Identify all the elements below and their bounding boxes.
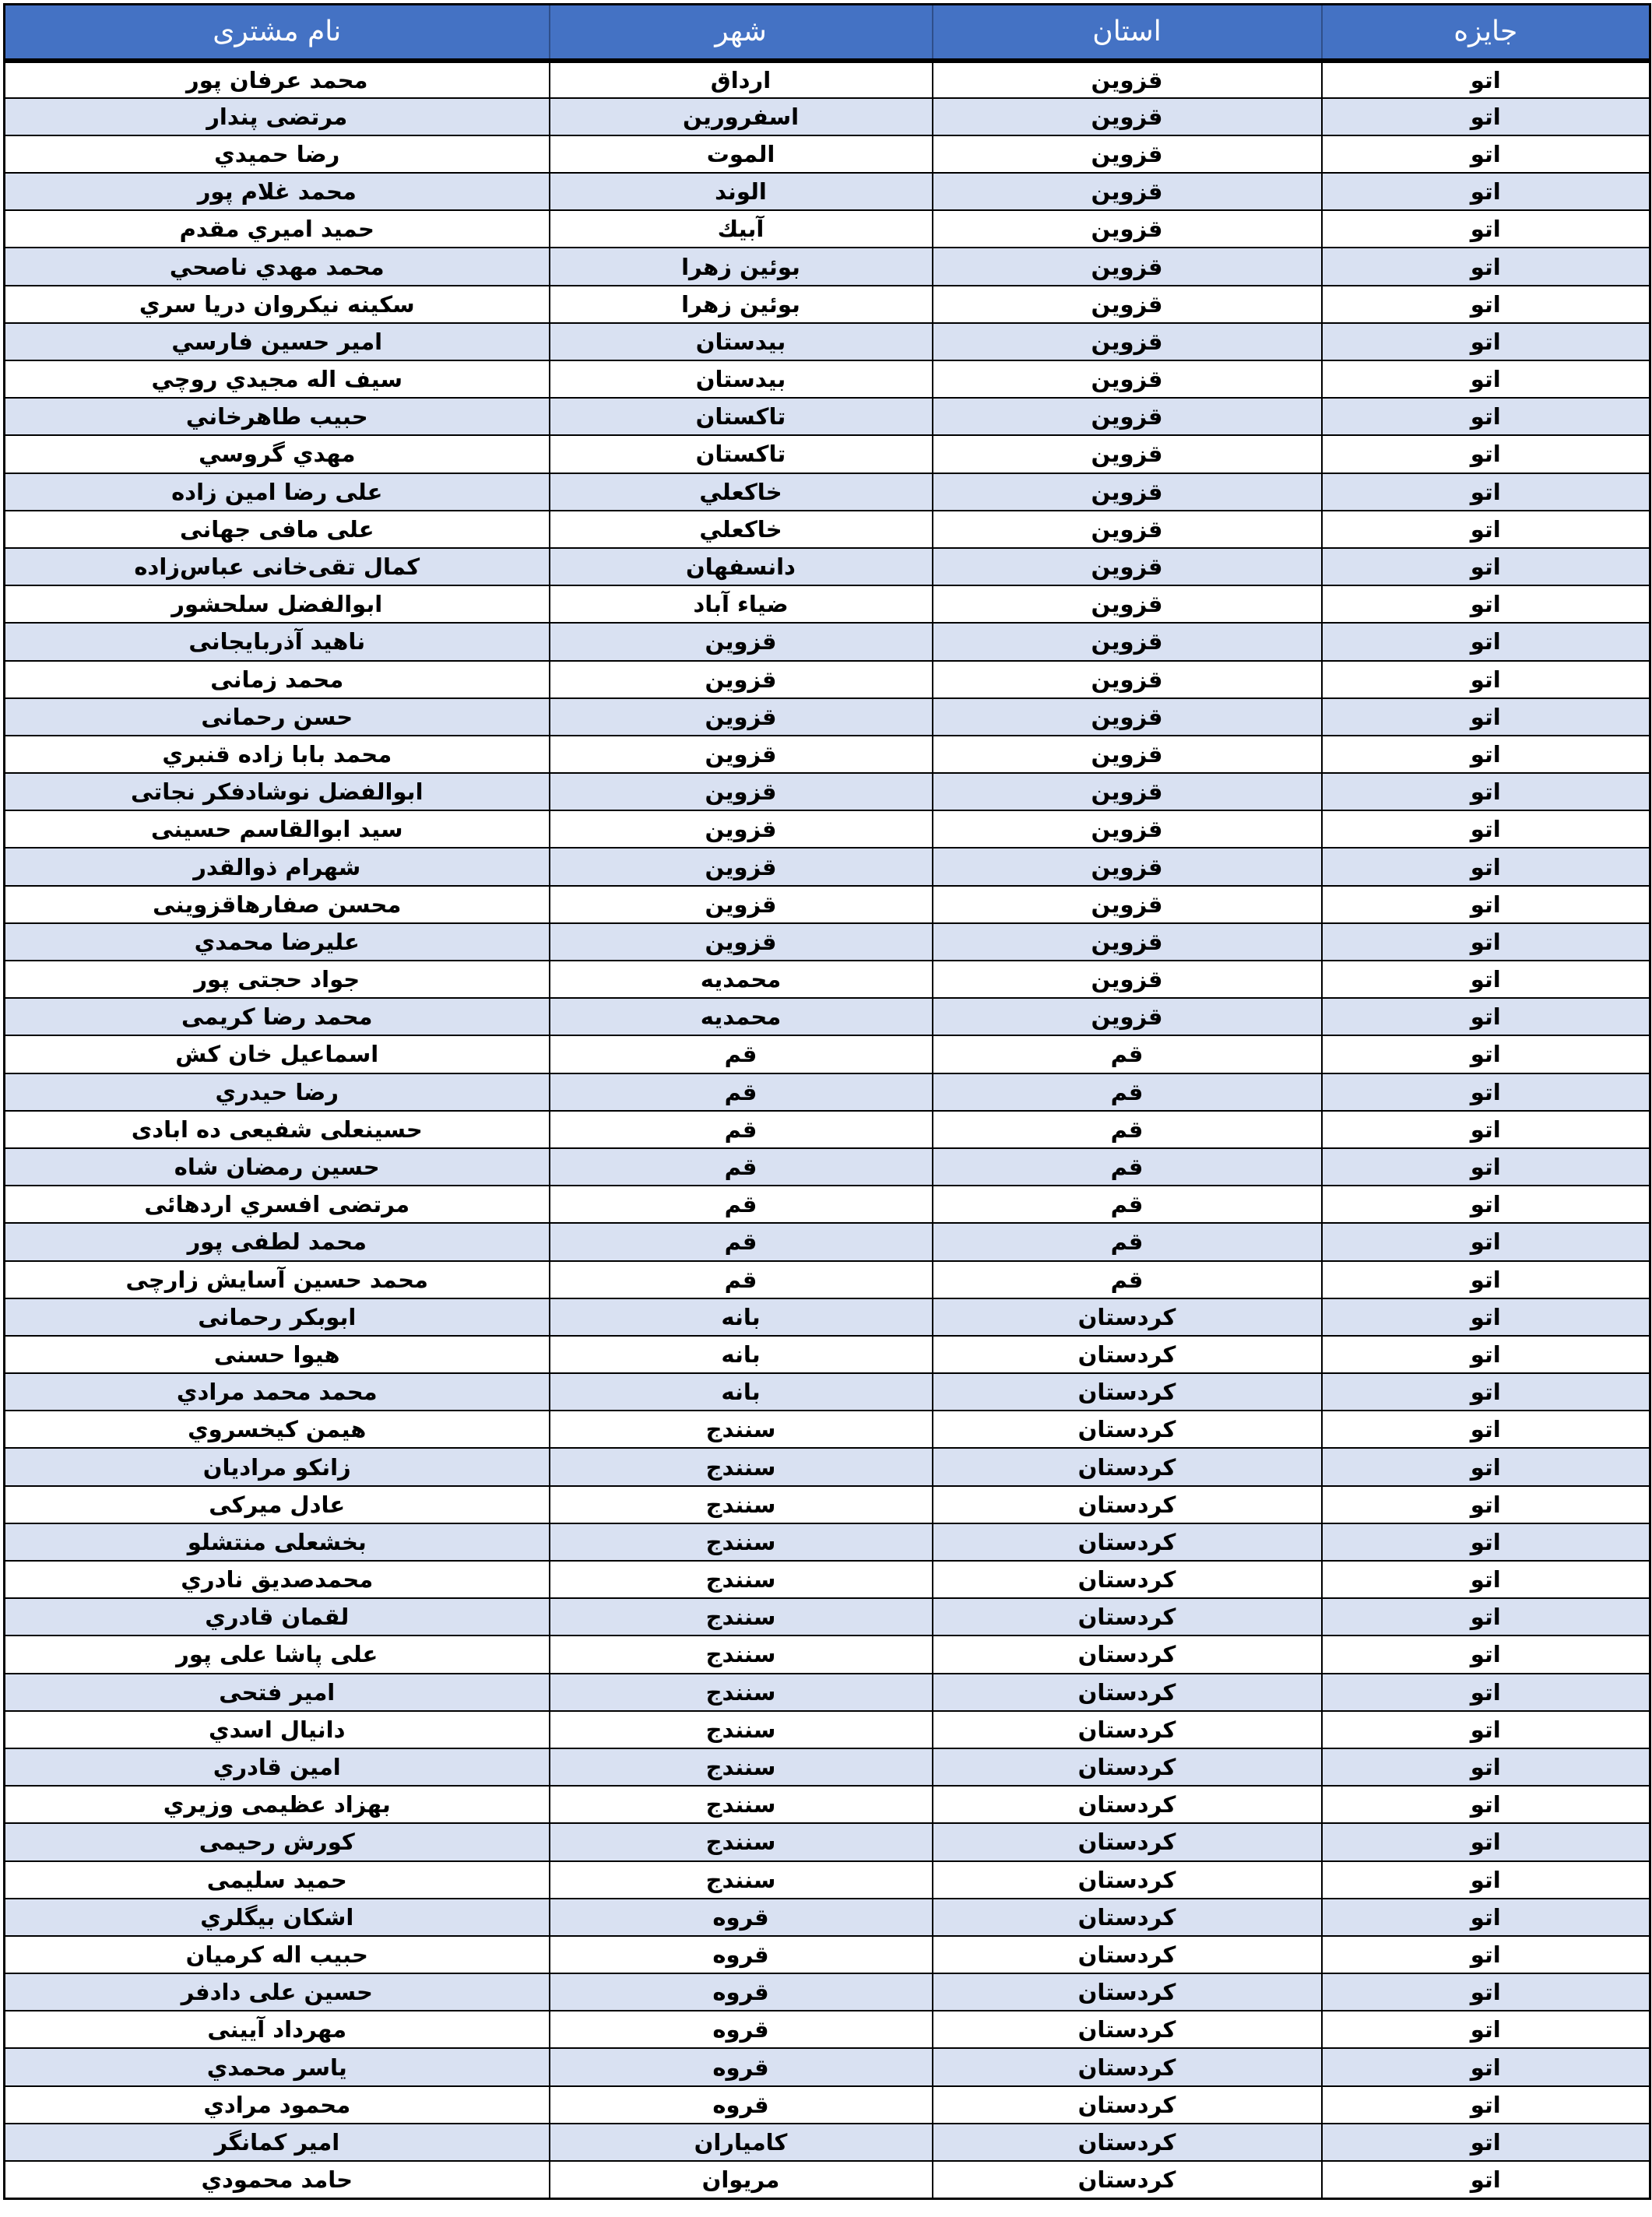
cell-city[interactable]: كامياران [550,2124,933,2161]
cell-province[interactable]: قزوين [933,923,1322,961]
table-row [5,1861,1650,1899]
cell-province[interactable]: كردستان [933,1674,1322,1711]
cell-city[interactable]: سنندج [550,1448,933,1485]
table-row [5,2086,1650,2124]
cell-city[interactable]: سنندج [550,1786,933,1823]
cell-name[interactable]: ياسر محمدي [5,2048,550,2085]
cell-province[interactable]: قزوين [933,286,1322,323]
cell-prize[interactable]: اتو [1322,1411,1650,1448]
table-row [5,1711,1650,1748]
cell-prize[interactable]: اتو [1322,1748,1650,1786]
cell-province[interactable]: قزوين [933,360,1322,398]
table-row [5,548,1650,585]
table-row [5,511,1650,548]
cell-city[interactable]: سنندج [550,1598,933,1636]
cell-province[interactable]: قزوين [933,61,1322,98]
cell-province[interactable]: كردستان [933,1711,1322,1748]
cell-prize[interactable]: اتو [1322,473,1650,511]
cell-prize[interactable]: اتو [1322,2048,1650,2085]
cell-name[interactable]: محمد زمانی [5,661,550,698]
cell-prize[interactable]: اتو [1322,135,1650,173]
cell-province[interactable]: قزوين [933,435,1322,473]
cell-name[interactable]: ابوالفضل نوشادفكر نجاتی [5,773,550,810]
cell-province[interactable]: كردستان [933,1786,1322,1823]
cell-name[interactable]: امير كمانگر [5,2124,550,2161]
cell-prize[interactable]: اتو [1322,848,1650,885]
cell-name[interactable]: سيف اله مجيدي روچي [5,360,550,398]
cell-name[interactable]: علی مافی جهانی [5,511,550,548]
cell-name[interactable]: علی پاشا علی پور [5,1636,550,1673]
table-row [5,698,1650,736]
cell-prize[interactable]: اتو [1322,1636,1650,1673]
cell-province[interactable]: قزوين [933,248,1322,285]
cell-province[interactable]: كردستان [933,1899,1322,1936]
cell-province[interactable]: كردستان [933,1973,1322,2011]
spreadsheet [3,3,1649,2200]
cell-name[interactable]: سيد ابوالقاسم حسينی [5,810,550,848]
cell-city[interactable]: قزوين [550,848,933,885]
cell-name[interactable]: حسن رحمانی [5,698,550,736]
column-header-prize[interactable]: جایزه [1322,5,1650,61]
cell-province[interactable]: قزوين [933,585,1322,623]
table-row [5,773,1650,810]
cell-city[interactable]: قروه [550,2086,933,2124]
cell-city[interactable]: سنندج [550,1748,933,1786]
cell-name[interactable]: حامد محمودي [5,2161,550,2198]
cell-name[interactable]: مهدي گروسي [5,435,550,473]
table-row [5,736,1650,773]
cell-name[interactable]: مرتضی پندار [5,98,550,135]
cell-prize[interactable]: اتو [1322,1035,1650,1073]
cell-prize[interactable]: اتو [1322,1223,1650,1260]
cell-prize[interactable]: اتو [1322,736,1650,773]
table-row [5,98,1650,135]
cell-city[interactable]: بوئين زهرا [550,286,933,323]
cell-prize[interactable]: اتو [1322,1448,1650,1485]
cell-city[interactable]: قزوين [550,661,933,698]
customer-table [3,3,1651,2200]
cell-name[interactable]: محمد محمد مرادي [5,1373,550,1411]
table-row [5,810,1650,848]
cell-prize[interactable]: اتو [1322,1561,1650,1598]
cell-prize[interactable]: اتو [1322,585,1650,623]
cell-province[interactable]: كردستان [933,2048,1322,2085]
table-row [5,135,1650,173]
cell-province[interactable]: قزوين [933,661,1322,698]
cell-city[interactable]: سنندج [550,1711,933,1748]
cell-province[interactable]: كردستان [933,1823,1322,1860]
cell-name[interactable]: حبيب طاهرخاني [5,398,550,435]
column-header-province[interactable]: استان [933,5,1322,61]
cell-city[interactable]: سنندج [550,1823,933,1860]
cell-prize[interactable]: اتو [1322,2011,1650,2048]
cell-name[interactable]: سكينه نيكروان دريا سري [5,286,550,323]
cell-prize[interactable]: اتو [1322,286,1650,323]
cell-city[interactable]: قروه [550,1973,933,2011]
cell-province[interactable]: كردستان [933,1373,1322,1411]
cell-city[interactable]: سنندج [550,1411,933,1448]
table-row [5,248,1650,285]
table-row [5,1448,1650,1485]
cell-city[interactable]: محمديه [550,961,933,998]
table-row [5,923,1650,961]
cell-province[interactable]: كردستان [933,1298,1322,1336]
table-row [5,435,1650,473]
cell-name[interactable]: لقمان قادري [5,1598,550,1636]
cell-province[interactable]: كردستان [933,2011,1322,2048]
table-row [5,998,1650,1035]
cell-city[interactable]: محمديه [550,998,933,1035]
table-row [5,1148,1650,1186]
column-header-city[interactable]: شهر [550,5,933,61]
cell-name[interactable]: ابوالفضل سلحشور [5,585,550,623]
cell-city[interactable]: سنندج [550,1861,933,1899]
cell-province[interactable]: قم [933,1148,1322,1186]
table-row [5,1936,1650,1973]
cell-name[interactable]: جواد حجتی پور [5,961,550,998]
cell-city[interactable]: قم [550,1186,933,1223]
cell-city[interactable]: اسفرورين [550,98,933,135]
cell-prize[interactable]: اتو [1322,1261,1650,1298]
cell-city[interactable]: خاكعلي [550,473,933,511]
table-row [5,848,1650,885]
cell-province[interactable]: كردستان [933,1448,1322,1485]
cell-name[interactable]: محمدصديق نادري [5,1561,550,1598]
table-row [5,398,1650,435]
table-row [5,661,1650,698]
cell-province[interactable]: كردستان [933,2161,1322,2198]
cell-city[interactable]: دانسفهان [550,548,933,585]
cell-province[interactable]: قم [933,1223,1322,1260]
table-row [5,1035,1650,1073]
cell-prize[interactable]: اتو [1322,698,1650,736]
cell-province[interactable]: كردستان [933,2124,1322,2161]
cell-name[interactable]: حميد سليمی [5,1861,550,1899]
cell-name[interactable]: عليرضا محمدي [5,923,550,961]
cell-city[interactable]: قزوين [550,623,933,660]
cell-city[interactable]: ضياء آباد [550,585,933,623]
cell-name[interactable]: حميد اميري مقدم [5,210,550,248]
cell-name[interactable]: کمال تقی‌خانی عباس‌زاده [5,548,550,585]
cell-name[interactable]: دانيال اسدي [5,1711,550,1748]
table-row [5,1674,1650,1711]
cell-name[interactable]: محمد غلام پور [5,173,550,210]
cell-prize[interactable]: اتو [1322,248,1650,285]
table-row [5,1336,1650,1373]
cell-city[interactable]: تاكستان [550,398,933,435]
cell-name[interactable]: امير فتحی [5,1674,550,1711]
cell-city[interactable]: سنندج [550,1674,933,1711]
cell-prize[interactable]: اتو [1322,1823,1650,1860]
table-row [5,1598,1650,1636]
table-row [5,886,1650,923]
cell-name[interactable]: هيمن كيخسروي [5,1411,550,1448]
table-row [5,1186,1650,1223]
cell-city[interactable]: بيدستان [550,360,933,398]
table-body [5,61,1650,2199]
cell-prize[interactable]: اتو [1322,1186,1650,1223]
cell-city[interactable]: قروه [550,1936,933,1973]
cell-prize[interactable]: اتو [1322,810,1650,848]
cell-province[interactable]: قزوين [933,173,1322,210]
table-row [5,1373,1650,1411]
cell-prize[interactable]: اتو [1322,323,1650,360]
cell-name[interactable]: مرتضی افسري اردهائی [5,1186,550,1223]
cell-prize[interactable]: اتو [1322,210,1650,248]
cell-prize[interactable]: اتو [1322,1336,1650,1373]
table-row [5,961,1650,998]
cell-prize[interactable]: اتو [1322,360,1650,398]
cell-prize[interactable]: اتو [1322,1861,1650,1899]
cell-province[interactable]: قزوين [933,548,1322,585]
cell-province[interactable]: كردستان [933,2086,1322,2124]
cell-prize[interactable]: اتو [1322,886,1650,923]
cell-prize[interactable]: اتو [1322,435,1650,473]
cell-prize[interactable]: اتو [1322,1373,1650,1411]
cell-city[interactable]: قزوين [550,698,933,736]
table-row [5,2161,1650,2198]
table-row [5,1111,1650,1148]
table-row [5,585,1650,623]
table-row [5,286,1650,323]
table-row [5,1748,1650,1786]
cell-name[interactable]: محمد حسين آسايش زارچی [5,1261,550,1298]
cell-city[interactable]: الموت [550,135,933,173]
table-row [5,360,1650,398]
cell-name[interactable]: اسماعيل خان كش [5,1035,550,1073]
cell-city[interactable]: قزوين [550,886,933,923]
cell-province[interactable]: قزوين [933,511,1322,548]
cell-name[interactable]: شهرام ذوالقدر [5,848,550,885]
cell-province[interactable]: كردستان [933,1486,1322,1523]
cell-province[interactable]: قزوين [933,623,1322,660]
header-row [5,5,1650,61]
cell-prize[interactable]: اتو [1322,1674,1650,1711]
table-row [5,1636,1650,1673]
cell-name[interactable]: حسين علی دادفر [5,1973,550,2011]
cell-prize[interactable]: اتو [1322,923,1650,961]
cell-name[interactable]: زانكو مراديان [5,1448,550,1485]
cell-prize[interactable]: اتو [1322,1148,1650,1186]
cell-province[interactable]: قزوين [933,98,1322,135]
table-row [5,1823,1650,1860]
cell-province[interactable]: قزوين [933,210,1322,248]
cell-prize[interactable]: اتو [1322,961,1650,998]
cell-city[interactable]: الوند [550,173,933,210]
cell-prize[interactable]: اتو [1322,1111,1650,1148]
table-row [5,473,1650,511]
cell-province[interactable]: قزوين [933,961,1322,998]
cell-province[interactable]: قم [933,1261,1322,1298]
cell-city[interactable]: قزوين [550,923,933,961]
cell-city[interactable]: خاكعلي [550,511,933,548]
table-row [5,1261,1650,1298]
cell-name[interactable]: علی رضا امين زاده [5,473,550,511]
cell-prize[interactable]: اتو [1322,1936,1650,1973]
table-row [5,1786,1650,1823]
cell-city[interactable]: قروه [550,1899,933,1936]
cell-name[interactable]: كورش رحيمی [5,1823,550,1860]
cell-province[interactable]: كردستان [933,1936,1322,1973]
table-row [5,210,1650,248]
cell-name[interactable]: رضا حيدري [5,1073,550,1111]
cell-prize[interactable]: اتو [1322,511,1650,548]
table-row [5,2048,1650,2085]
cell-province[interactable]: كردستان [933,1411,1322,1448]
cell-province[interactable]: قزوين [933,135,1322,173]
cell-name[interactable]: بهزاد عظيمی وزيري [5,1786,550,1823]
cell-name[interactable]: محمد لطفی پور [5,1223,550,1260]
cell-prize[interactable]: اتو [1322,1073,1650,1111]
cell-name[interactable]: محمد عرفان پور [5,61,550,98]
table-row [5,173,1650,210]
cell-province[interactable]: كردستان [933,1636,1322,1673]
cell-city[interactable]: قزوين [550,810,933,848]
cell-province[interactable]: قزوين [933,773,1322,810]
table-row [5,623,1650,660]
cell-city[interactable]: سنندج [550,1523,933,1561]
cell-name[interactable]: محمود مرادي [5,2086,550,2124]
cell-prize[interactable]: اتو [1322,1786,1650,1823]
cell-prize[interactable]: اتو [1322,61,1650,98]
cell-city[interactable]: بانه [550,1298,933,1336]
cell-name[interactable]: محمد رضا كريمی [5,998,550,1035]
cell-city[interactable]: بانه [550,1336,933,1373]
cell-province[interactable]: كردستان [933,1748,1322,1786]
cell-name[interactable]: اشكان بيگلري [5,1899,550,1936]
cell-province[interactable]: قزوين [933,998,1322,1035]
table-row [5,1411,1650,1448]
table-row [5,1298,1650,1336]
cell-province[interactable]: قزوين [933,698,1322,736]
cell-province[interactable]: قزوين [933,810,1322,848]
cell-prize[interactable]: اتو [1322,1486,1650,1523]
cell-province[interactable]: قم [933,1186,1322,1223]
cell-province[interactable]: قم [933,1111,1322,1148]
table-row [5,2124,1650,2161]
cell-city[interactable]: آبيك [550,210,933,248]
cell-prize[interactable]: اتو [1322,1711,1650,1748]
table-row [5,1561,1650,1598]
cell-city[interactable]: قروه [550,2011,933,2048]
cell-province[interactable]: كردستان [933,1861,1322,1899]
cell-city[interactable]: قم [550,1148,933,1186]
cell-city[interactable]: قم [550,1035,933,1073]
cell-city[interactable]: سنندج [550,1561,933,1598]
cell-city[interactable]: قزوين [550,736,933,773]
table-row [5,1523,1650,1561]
cell-province[interactable]: كردستان [933,1336,1322,1373]
cell-province[interactable]: قم [933,1035,1322,1073]
cell-name[interactable]: امير حسين فارسي [5,323,550,360]
cell-prize[interactable]: اتو [1322,1523,1650,1561]
cell-name[interactable]: محسن صفارهاقزوينی [5,886,550,923]
cell-prize[interactable]: اتو [1322,98,1650,135]
cell-city[interactable]: قم [550,1261,933,1298]
cell-prize[interactable]: اتو [1322,2161,1650,2198]
cell-province[interactable]: قزوين [933,473,1322,511]
table-row [5,1899,1650,1936]
table-row [5,61,1650,98]
cell-city[interactable]: بيدستان [550,323,933,360]
cell-city[interactable]: قم [550,1223,933,1260]
cell-city[interactable]: مريوان [550,2161,933,2198]
table-row [5,1073,1650,1111]
cell-city[interactable]: تاكستان [550,435,933,473]
cell-name[interactable]: حسينعلی شفيعی ده ابادی [5,1111,550,1148]
cell-province[interactable]: قم [933,1073,1322,1111]
table-row [5,323,1650,360]
cell-name[interactable]: رضا حميدي [5,135,550,173]
cell-province[interactable]: قزوين [933,736,1322,773]
column-header-name[interactable]: نام مشتری [5,5,550,61]
table-row [5,1973,1650,2011]
cell-city[interactable]: قم [550,1073,933,1111]
cell-name[interactable]: عادل ميركی [5,1486,550,1523]
cell-prize[interactable]: اتو [1322,1598,1650,1636]
cell-name[interactable]: حبيب اله كرميان [5,1936,550,1973]
cell-name[interactable]: امين قادري [5,1748,550,1786]
cell-prize[interactable]: اتو [1322,1899,1650,1936]
table-row [5,1486,1650,1523]
cell-name[interactable]: مهرداد آيينی [5,2011,550,2048]
cell-prize[interactable]: اتو [1322,998,1650,1035]
cell-prize[interactable]: اتو [1322,2124,1650,2161]
cell-province[interactable]: قزوين [933,886,1322,923]
cell-prize[interactable]: اتو [1322,1973,1650,2011]
cell-province[interactable]: كردستان [933,1561,1322,1598]
cell-province[interactable]: قزوين [933,398,1322,435]
cell-city[interactable]: قزوين [550,773,933,810]
cell-city[interactable]: سنندج [550,1636,933,1673]
cell-prize[interactable]: اتو [1322,661,1650,698]
cell-prize[interactable]: اتو [1322,1298,1650,1336]
cell-city[interactable]: ارداق [550,61,933,98]
cell-name[interactable]: حسين رمضان شاه [5,1148,550,1186]
cell-city[interactable]: قم [550,1111,933,1148]
cell-city[interactable]: بانه [550,1373,933,1411]
cell-prize[interactable]: اتو [1322,548,1650,585]
cell-province[interactable]: كردستان [933,1598,1322,1636]
cell-prize[interactable]: اتو [1322,173,1650,210]
cell-name[interactable]: بخشعلی منتشلو [5,1523,550,1561]
cell-province[interactable]: قزوين [933,323,1322,360]
cell-prize[interactable]: اتو [1322,398,1650,435]
cell-name[interactable]: ابوبكر رحمانی [5,1298,550,1336]
cell-prize[interactable]: اتو [1322,773,1650,810]
cell-name[interactable]: هيوا حسنی [5,1336,550,1373]
cell-city[interactable]: سنندج [550,1486,933,1523]
table-row [5,2011,1650,2048]
cell-prize[interactable]: اتو [1322,623,1650,660]
cell-city[interactable]: قروه [550,2048,933,2085]
cell-name[interactable]: محمد مهدي ناصحي [5,248,550,285]
cell-prize[interactable]: اتو [1322,2086,1650,2124]
cell-name[interactable]: ناهيد آذربايجانی [5,623,550,660]
cell-province[interactable]: كردستان [933,1523,1322,1561]
table-row [5,1223,1650,1260]
cell-name[interactable]: محمد بابا زاده قنبري [5,736,550,773]
cell-province[interactable]: قزوين [933,848,1322,885]
cell-city[interactable]: بوئين زهرا [550,248,933,285]
